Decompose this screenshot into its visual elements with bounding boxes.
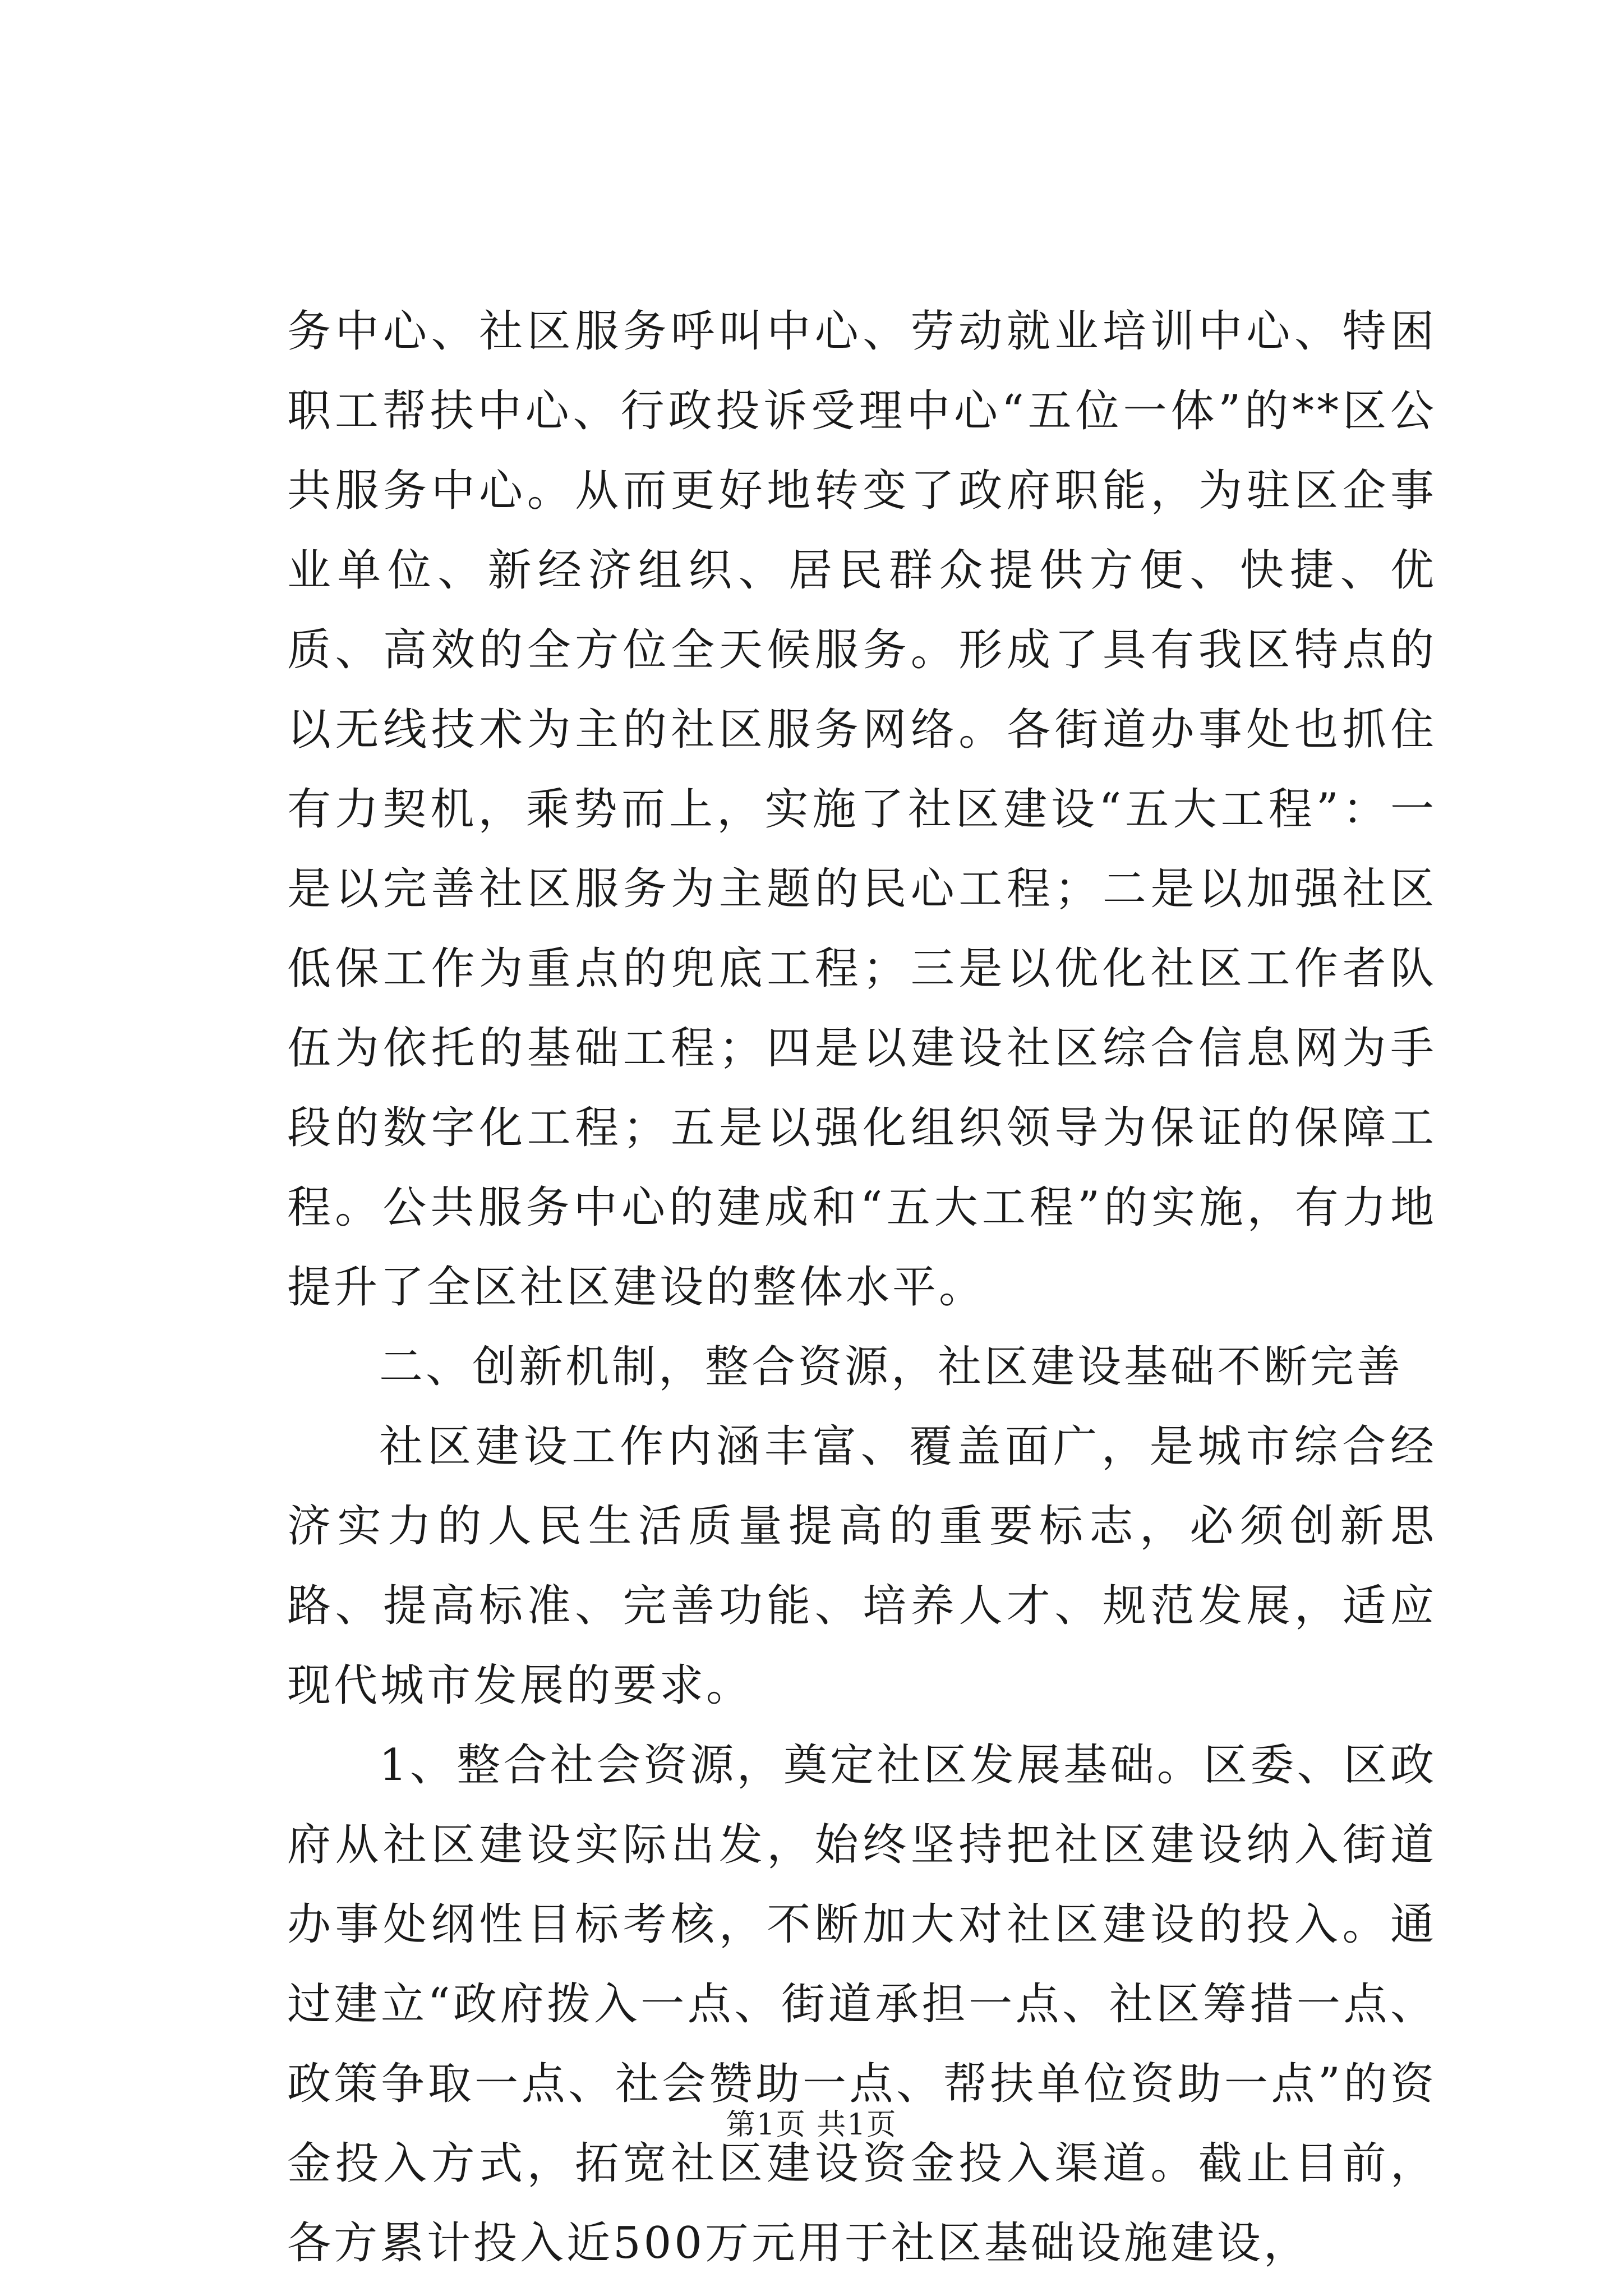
section-heading: 二、创新机制，整合资源，社区建设基础不断完善 bbox=[379, 1342, 1404, 1392]
document-body bbox=[287, 292, 1437, 2283]
paragraph-intro: 社区建设工作内涵丰富、覆盖面广，是城市综合经济实力的人民生活质量提高的重要标志，必须创新思路、提高标准、完善功能、培养人才、规范发展，适应现代城市发展的要求。 bbox=[287, 1421, 1437, 1711]
paragraph-item-1: 1、整合社会资源，奠定社区发展基础。区委、区政府从社区建设实际出发，始终坚持把社区建设纳入街道办事处纲性目标考核，不断加大对社区建设的投入。通过建立“政府拨入一点、街道承担一点、社区筹措一点、政策争取一点、社会赞助一点、帮扶单位资助一点”的资金投入方式，拓宽社区建设资金投入渠道。截止目前，各方累计投入近500万元用于社区基础设施建设， bbox=[287, 1740, 1437, 2269]
page-footer: 第1页 共1页 bbox=[726, 2108, 897, 2142]
paragraph-continuation: 务中心、社区服务呼叫中心、劳动就业培训中心、特困职工帮扶中心、行政投诉受理中心“五位一体”的**区公共服务中心。从而更好地转变了政府职能，为驻区企事业单位、新经济组织、居民群众提供方便、快捷、优质、高效的全方位全天候服务。形成了具有我区特点的以无线技术为主的社区服务网络。各街道办事处也抓住有力契机，乘势而上，实施了社区建设“五大工程”：一是以完善社区服务为主题的民心工程；二是以加强社区低保工作为重点的兜底工程；三是以优化社区工作者队伍为依托的基础工程；四是以建设社区综合信息网为手段的数字化工程；五是以强化组织领导为保证的保障工程。公共服务中心的建成和“五大工程”的实施，有力地提升了全区社区建设的整体水平。 bbox=[287, 306, 1437, 1313]
